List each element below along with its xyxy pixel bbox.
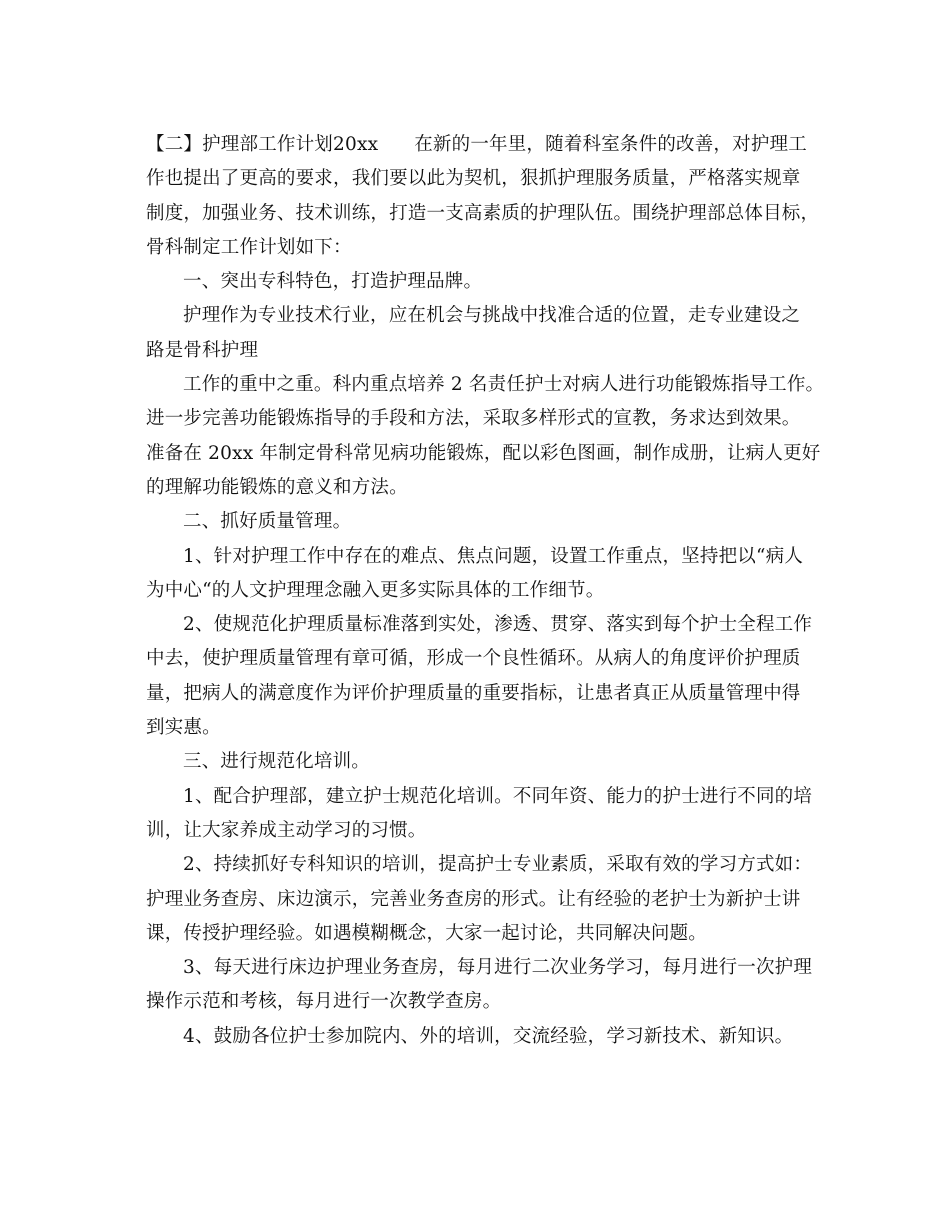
text-line: 路是骨科护理: [146, 339, 259, 361]
text-line: 4、鼓励各位护士参加院内、外的培训，交流经验，学习新技术、新知识。: [183, 1025, 794, 1047]
text-line: 的理解功能锻炼的意义和方法。: [146, 476, 408, 498]
text-line: 3、每天进行床边护理业务查房，每月进行二次业务学习，每月进行一次护理: [183, 957, 813, 979]
document-body: [146, 128, 825, 1054]
text-line: 训，让大家养成主动学习的习惯。: [146, 819, 427, 841]
text-line: 中去，使护理质量管理有章可循，形成一个良性循环。从病人的角度评价护理质: [146, 648, 801, 670]
section-heading: 二、抓好质量管理。: [183, 511, 352, 533]
text-line: 护理作为专业技术行业，应在机会与挑战中找准合适的位置，走专业建设之: [183, 305, 801, 327]
text-line: 2、使规范化护理质量标准落到实处，渗透、贯穿、落实到每个护士全程工作: [183, 614, 813, 636]
text-line: 到实惠。: [146, 717, 221, 739]
text-line: 准备在 20xx 年制定骨科常见病功能锻炼，配以彩色图画，制作成册，让病人更好: [146, 442, 821, 464]
document-title: 【二】护理部工作计划20xx: [146, 134, 379, 155]
title-line: [146, 128, 808, 162]
text-line: 为中心“的人文护理理念融入更多实际具体的工作细节。: [146, 579, 605, 601]
text-line: 制度，加强业务、技术训练，打造一支高素质的护理队伍。围绕护理部总体目标，: [146, 202, 820, 224]
text-line: 2、持续抓好专科知识的培训，提高护士专业素质，采取有效的学习方式如：: [183, 854, 813, 876]
section-heading: 一、突出专科特色，打造护理品牌。: [183, 271, 483, 293]
text-line: 工作的重中之重。科内重点培养 2 名责任护士对病人进行功能锻炼指导工作。: [183, 374, 825, 396]
text-line: 操作示范和考核，每月进行一次教学查房。: [146, 991, 502, 1013]
text-line: 护理业务查房、床边演示，完善业务查房的形式。让有经验的老护士为新护士讲: [146, 888, 801, 910]
paragraph-text: 在新的一年里，随着科室条件的改善，对护理工: [414, 134, 807, 155]
text-line: 量，把病人的满意度作为评价护理质量的重要指标，让患者真正从质量管理中得: [146, 682, 801, 704]
text-line: 课，传授护理经验。如遇模糊概念，大家一起讨论，共同解决问题。: [146, 922, 708, 944]
text-line: 作也提出了更高的要求，我们要以此为契机，狠抓护理服务质量，严格落实规章: [146, 168, 801, 190]
text-line: 进一步完善功能锻炼指导的手段和方法，采取多样形式的宣教，务求达到效果。: [146, 408, 801, 430]
text-line: 1、配合护理部，建立护士规范化培训。不同年资、能力的护士进行不同的培: [183, 785, 813, 807]
text-line: 骨科制定工作计划如下：: [146, 236, 352, 258]
section-heading: 三、进行规范化培训。: [183, 751, 371, 773]
text-line: 1、针对护理工作中存在的难点、焦点问题，设置工作重点，坚持把以“病人: [183, 545, 804, 567]
